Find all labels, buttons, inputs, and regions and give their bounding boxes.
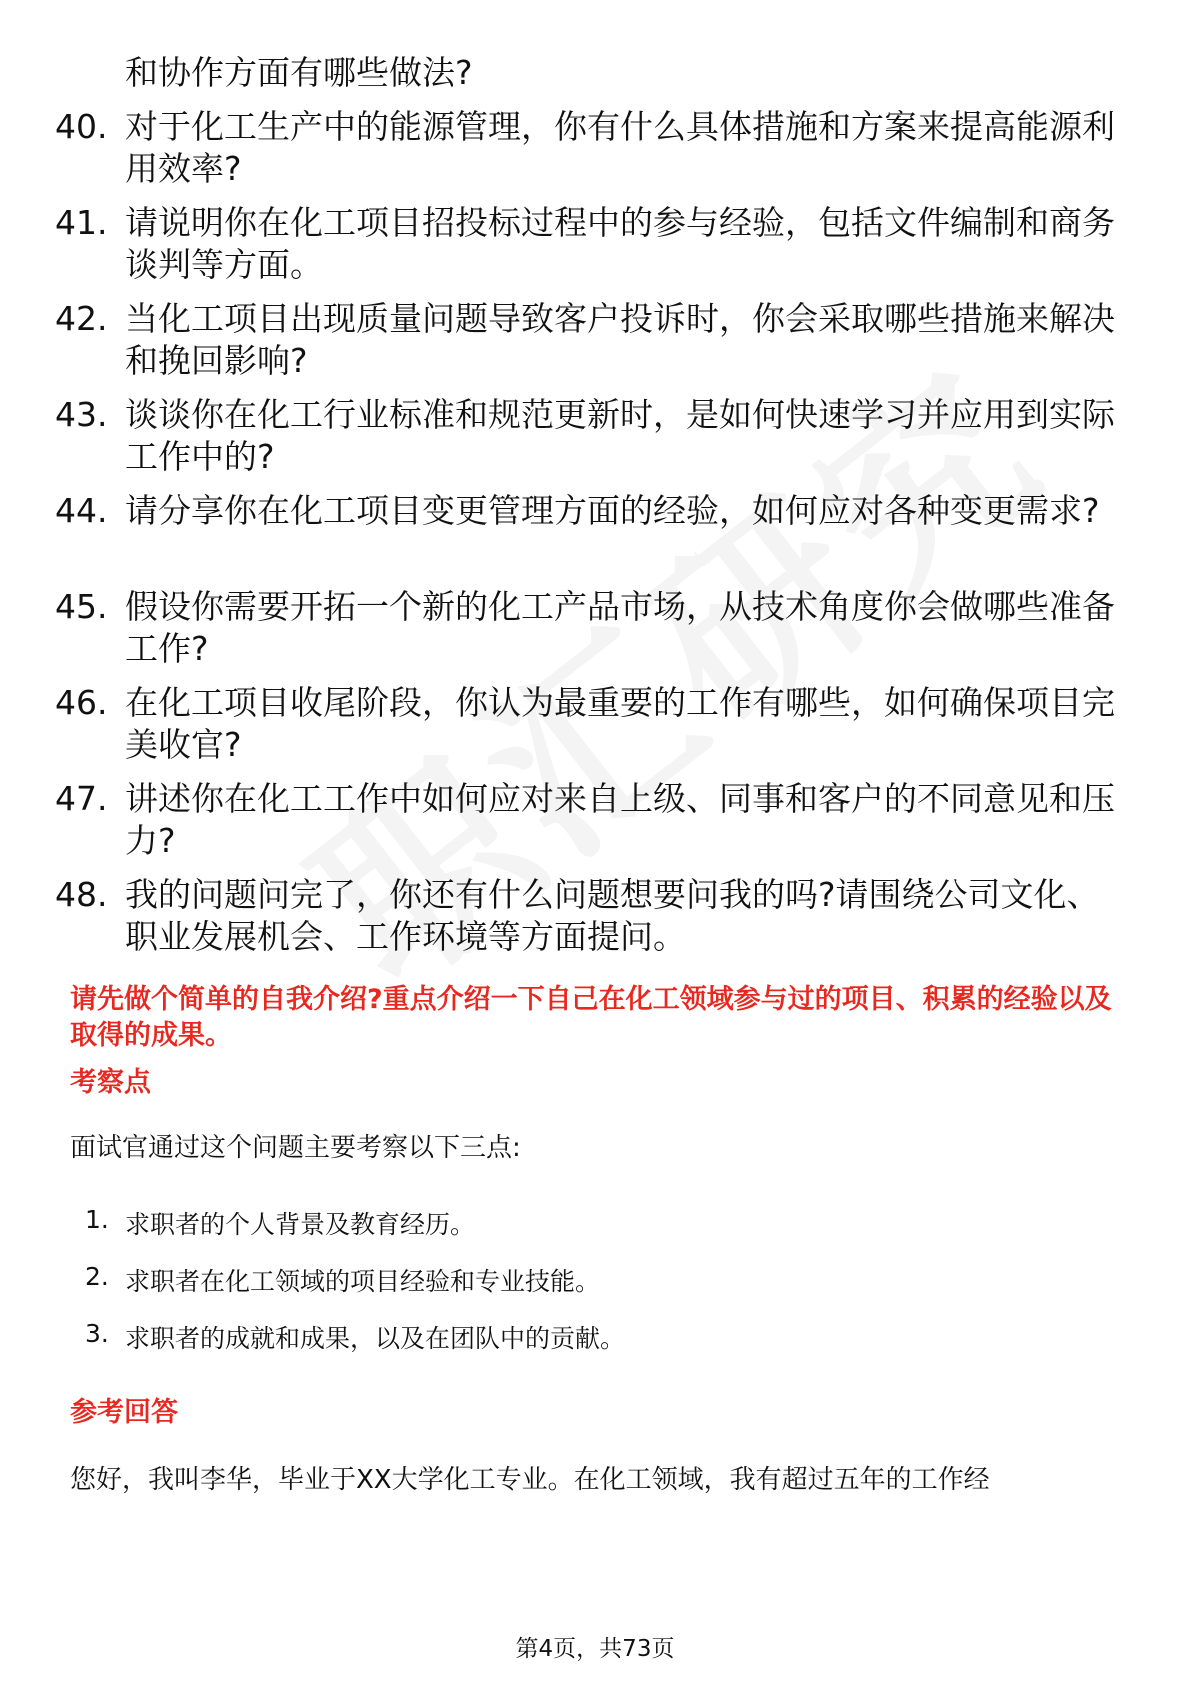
exam-points-label: 考察点 xyxy=(70,1067,151,1098)
point-number: 1. xyxy=(85,1205,109,1234)
question-text: 请分享你在化工项目变更管理方面的经验，如何应对各种变更需求? xyxy=(125,491,1100,530)
question-text: 请说明你在化工项目招投标过程中的参与经验，包括文件编制和商务谈判等方面。 xyxy=(125,203,1115,284)
page-footer: 第4页，共73页 xyxy=(515,1636,675,1662)
question-number: 40. xyxy=(55,107,108,146)
question-number: 41. xyxy=(55,203,108,242)
question-text: 假设你需要开拓一个新的化工产品市场，从技术角度你会做哪些准备工作? xyxy=(125,587,1115,668)
question-number: 47. xyxy=(55,779,108,818)
point-number: 2. xyxy=(85,1262,109,1291)
question-text: 对于化工生产中的能源管理，你有什么具体措施和方案来提高能源利用效率? xyxy=(125,107,1115,188)
point-text: 求职者的个人背景及教育经历。 xyxy=(125,1210,476,1239)
point-number: 3. xyxy=(85,1319,109,1348)
reference-answer-text: 您好，我叫李华，毕业于XX大学化工专业。在化工领域，我有超过五年的工作经 xyxy=(70,1465,990,1495)
question-text: 在化工项目收尾阶段，你认为最重要的工作有哪些，如何确保项目完美收官? xyxy=(125,683,1115,764)
point-text: 求职者的成就和成果，以及在团队中的贡献。 xyxy=(125,1324,626,1353)
question-text: 讲述你在化工工作中如何应对来自上级、同事和客户的不同意见和压力? xyxy=(125,779,1115,860)
question-text: 当化工项目出现质量问题导致客户投诉时，你会采取哪些措施来解决和挽回影响? xyxy=(125,299,1115,380)
section-title: 请先做个简单的自我介绍?重点介绍一下自己在化工领域参与过的项目、积累的经验以及取得的成果。 xyxy=(70,984,1112,1051)
question-number: 46. xyxy=(55,683,108,722)
point-text: 求职者在化工领域的项目经验和专业技能。 xyxy=(125,1267,601,1296)
question-number: 44. xyxy=(55,491,108,530)
exam-intro: 面试官通过这个问题主要考察以下三点: xyxy=(70,1133,521,1163)
continuation-text: 和协作方面有哪些做法? xyxy=(125,53,473,92)
question-number: 42. xyxy=(55,299,108,338)
question-number: 48. xyxy=(55,875,108,914)
reference-answer-label: 参考回答 xyxy=(70,1397,178,1428)
question-number: 43. xyxy=(55,395,108,434)
question-text: 谈谈你在化工行业标准和规范更新时，是如何快速学习并应用到实际工作中的? xyxy=(125,395,1115,476)
question-text: 我的问题问完了，你还有什么问题想要问我的吗?请围绕公司文化、职业发展机会、工作环境等方面提问。 xyxy=(125,875,1100,956)
question-number: 45. xyxy=(55,587,108,626)
